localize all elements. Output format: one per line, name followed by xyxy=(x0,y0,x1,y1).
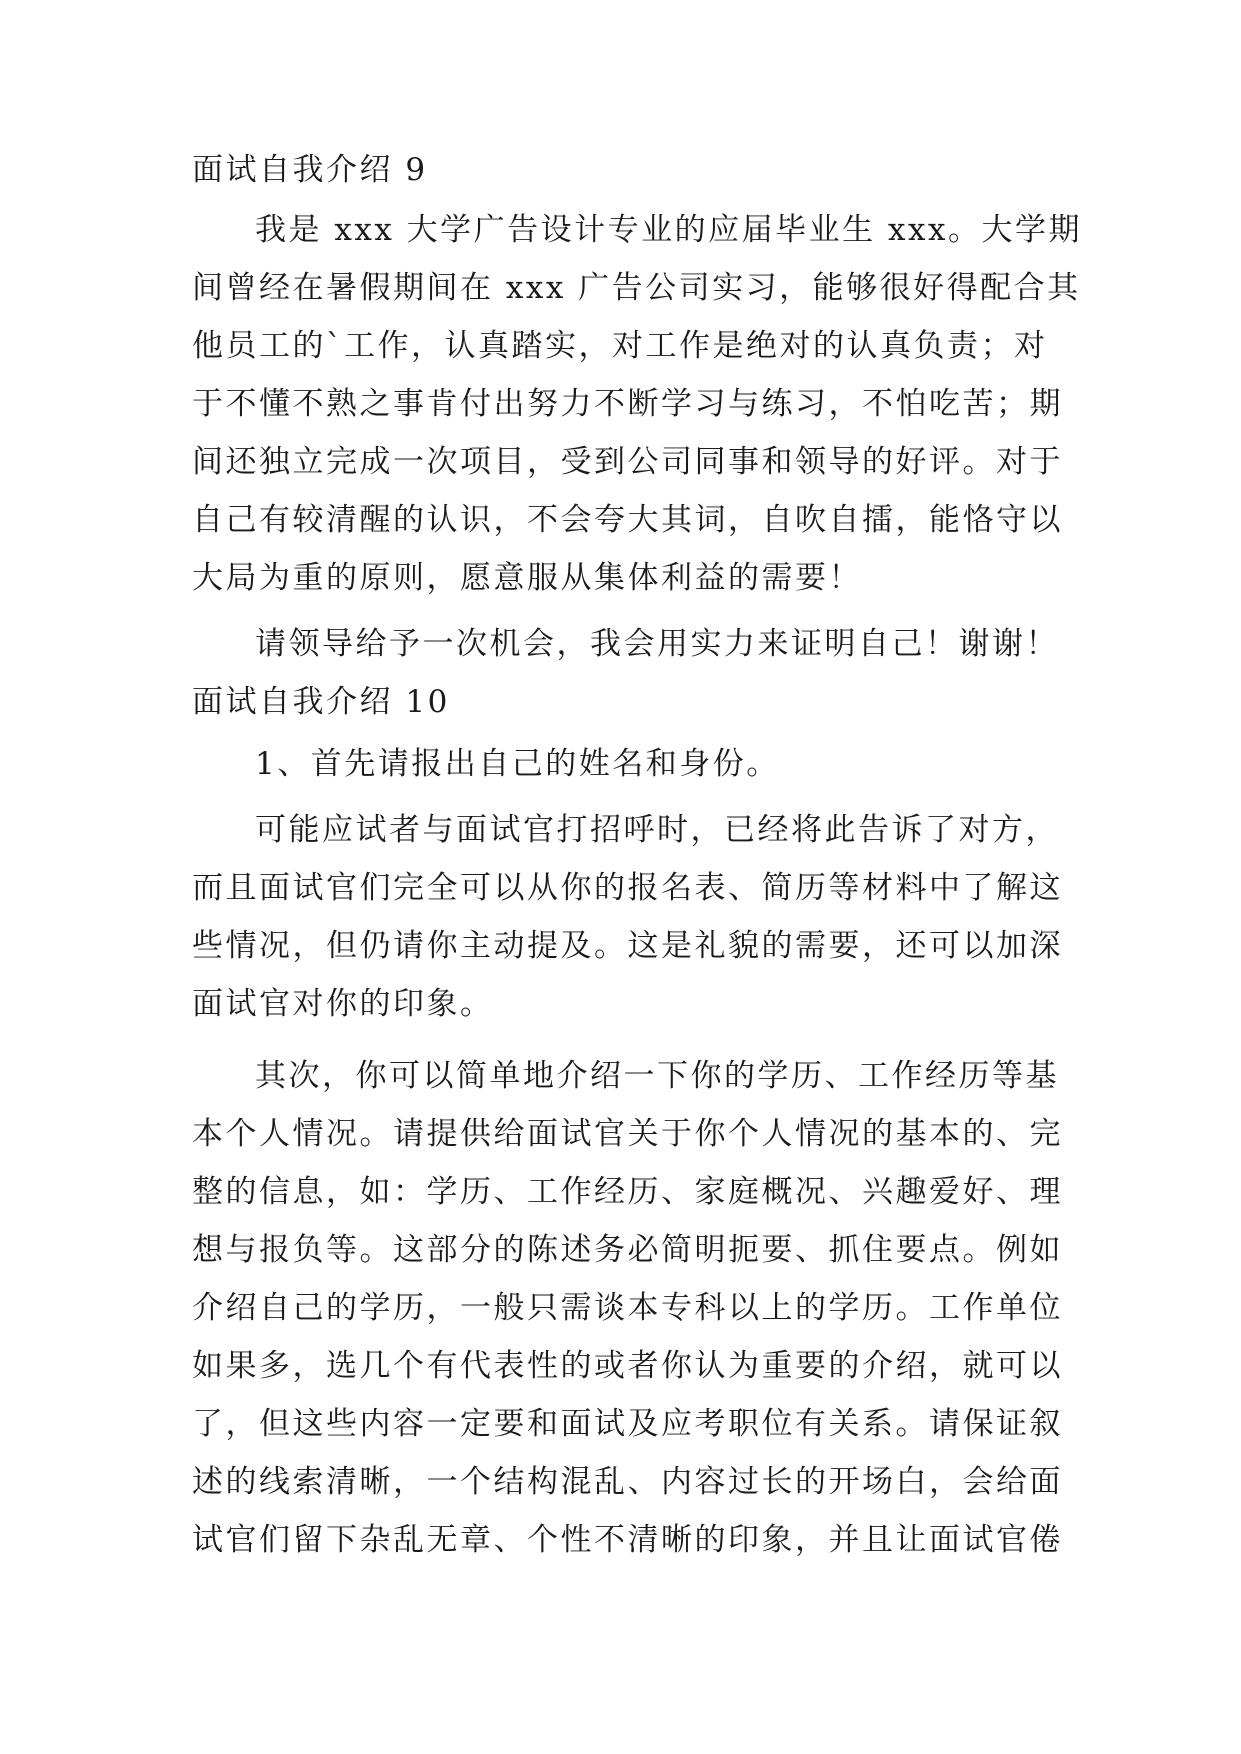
paragraph-line: 想与报负等。这部分的陈述务必简明扼要、抓住要点。例如 xyxy=(192,1232,1063,1268)
paragraph-line: 述的线索清晰，一个结构混乱、内容过长的开场白，会给面 xyxy=(192,1464,1063,1500)
paragraph-line: 自己有较清醒的认识，不会夸大其词，自吹自擂，能恪守以 xyxy=(192,502,1063,538)
paragraph-line: 间曾经在暑假期间在 xxx 广告公司实习，能够很好得配合其 xyxy=(192,270,1081,306)
paragraph-line: 大局为重的原则，愿意服从集体利益的需要！ xyxy=(192,560,862,596)
paragraph-line: 请领导给予一次机会，我会用实力来证明自己！谢谢！ xyxy=(255,626,1059,662)
paragraph-line: 些情况，但仍请你主动提及。这是礼貌的需要，还可以加深 xyxy=(192,928,1063,964)
paragraph-line: 可能应试者与面试官打招呼时，已经将此告诉了对方， xyxy=(255,812,1059,848)
paragraph-line: 本个人情况。请提供给面试官关于你个人情况的基本的、完 xyxy=(192,1116,1063,1152)
list-item: 1、首先请报出自己的姓名和身份。 xyxy=(255,746,780,782)
paragraph-line: 整的信息，如：学历、工作经历、家庭概况、兴趣爱好、理 xyxy=(192,1174,1063,1210)
paragraph-line: 其次，你可以简单地介绍一下你的学历、工作经历等基 xyxy=(255,1058,1059,1094)
paragraph-line: 试官们留下杂乱无章、个性不清晰的印象，并且让面试官倦 xyxy=(192,1522,1063,1558)
section-heading-9: 面试自我介绍 9 xyxy=(192,152,428,188)
paragraph-line: 间还独立完成一次项目，受到公司同事和领导的好评。对于 xyxy=(192,444,1063,480)
paragraph-line: 面试官对你的印象。 xyxy=(192,986,494,1022)
paragraph-line: 于不懂不熟之事肯付出努力不断学习与练习，不怕吃苦；期 xyxy=(192,386,1063,422)
paragraph-line: 介绍自己的学历，一般只需谈本专科以上的学历。工作单位 xyxy=(192,1290,1063,1326)
paragraph-line: 如果多，选几个有代表性的或者你认为重要的介绍，就可以 xyxy=(192,1348,1063,1384)
section-heading-10: 面试自我介绍 10 xyxy=(192,684,450,720)
paragraph-line: 我是 xxx 大学广告设计专业的应届毕业生 xxx。大学期 xyxy=(255,212,1082,248)
paragraph-line: 而且面试官们完全可以从你的报名表、简历等材料中了解这 xyxy=(192,870,1063,906)
paragraph-line: 了，但这些内容一定要和面试及应考职位有关系。请保证叙 xyxy=(192,1406,1063,1442)
paragraph-line: 他员工的`工作，认真踏实，对工作是绝对的认真负责；对 xyxy=(192,328,1048,364)
